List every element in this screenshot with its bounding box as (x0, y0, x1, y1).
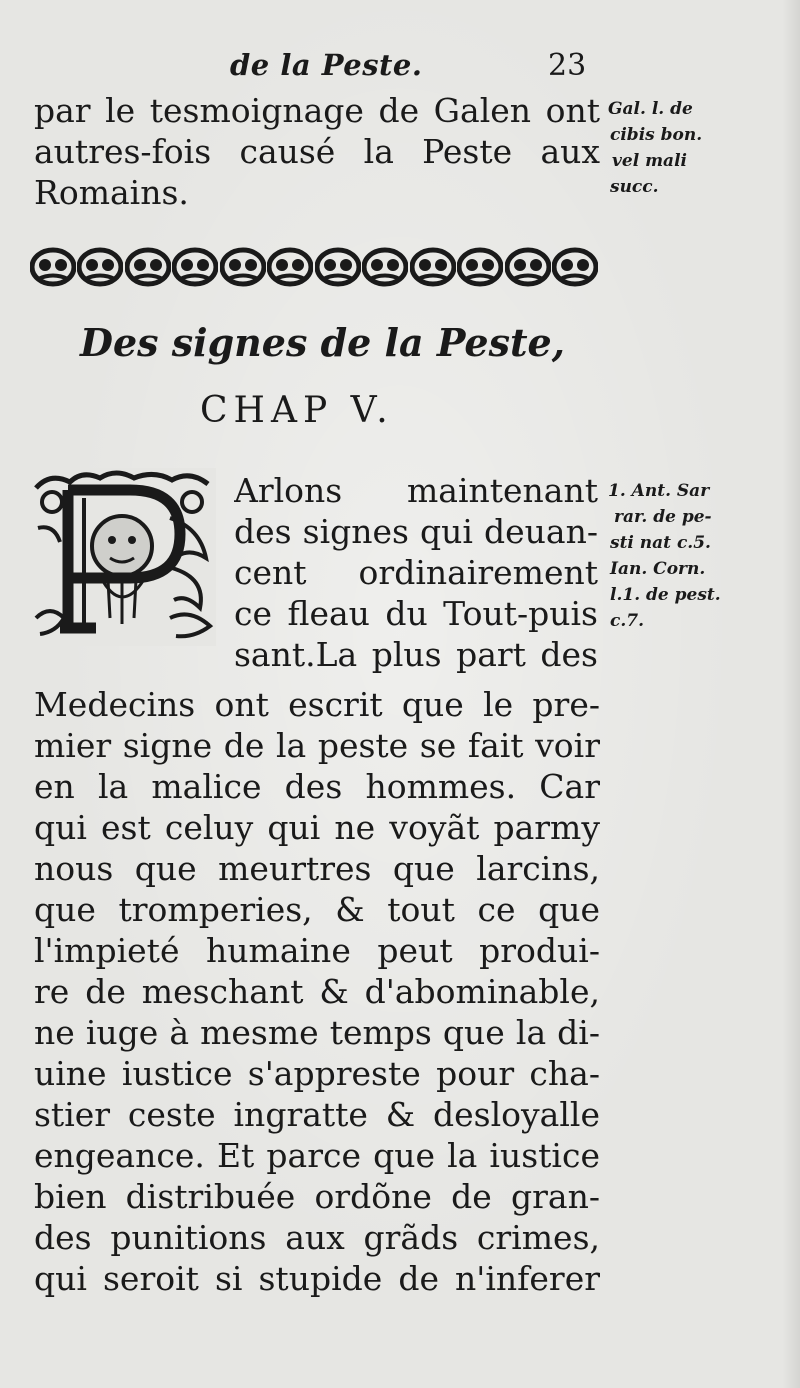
text-line: autres-fois causé la Peste aux (34, 132, 600, 171)
fleuron-icon (267, 246, 313, 288)
indented-paragraph (234, 470, 598, 675)
fleuron-icon (410, 246, 456, 288)
margin-note-line: vel mali (612, 151, 687, 171)
fleuron-icon (77, 246, 123, 288)
margin-note-line: succ. (610, 177, 659, 197)
text-line: Romains. (34, 173, 189, 212)
decorated-initial-p (30, 468, 216, 646)
text-line: mier signe de la peste se fait voir (34, 726, 600, 765)
text-line: Arlons maintenant (234, 471, 598, 510)
text-line: stier ceste ingratte & desloyalle (34, 1095, 600, 1134)
text-line: Medecins ont escrit que le pre- (34, 685, 600, 724)
text-line: ce fleau du Tout-puis (234, 594, 598, 633)
fleuron-icon (552, 246, 598, 288)
page-edge-shadow (782, 0, 800, 1388)
margin-note-sarrar (608, 478, 721, 634)
continuation-text (34, 90, 600, 213)
text-line: uine iustice s'appreste pour cha- (34, 1054, 600, 1093)
text-line: des punitions aux grãds crimes, (34, 1218, 600, 1257)
margin-note-line: 1. Ant. Sar (608, 481, 710, 501)
fleuron-icon (362, 246, 408, 288)
text-line: que tromperies, & tout ce que (34, 890, 600, 929)
fleuron-icon (315, 246, 361, 288)
running-head: de la Peste. (230, 48, 423, 82)
margin-note-line: cibis bon. (610, 125, 703, 145)
main-paragraph (34, 684, 600, 1299)
margin-note-line: rar. de pe- (614, 507, 712, 527)
text-line: sant.La plus part des (234, 635, 598, 674)
fleuron-icon (172, 246, 218, 288)
section-title: Des signes de la Peste, (80, 320, 565, 365)
text-line: engeance. Et parce que la iustice (34, 1136, 600, 1175)
margin-note-line: l.1. de pest. (610, 585, 721, 605)
page-number: 23 (548, 48, 587, 83)
text-line: qui est celuy qui ne voyãt parmy (34, 808, 600, 847)
chapter-heading: CHAP V. (200, 390, 394, 431)
text-line: bien distribuée ordõne de gran- (34, 1177, 600, 1216)
margin-note-line: sti nat c.5. (610, 533, 711, 553)
fleuron-icon (30, 246, 76, 288)
text-line: cent ordinairement (234, 553, 598, 592)
text-line: des signes qui deuan- (234, 512, 598, 551)
fleuron-icon (505, 246, 551, 288)
fleuron-icon (220, 246, 266, 288)
text-line: en la malice des hommes. Car (34, 767, 600, 806)
fleuron-icon (457, 246, 503, 288)
text-line: qui seroit si stupide de n'inferer (34, 1259, 600, 1298)
margin-note-line: Gal. l. de (608, 99, 693, 119)
margin-note-line: Ian. Corn. (610, 559, 706, 579)
margin-note-galen (608, 96, 702, 200)
text-line: l'impieté humaine peut produi- (34, 931, 600, 970)
margin-note-line: c.7. (610, 611, 645, 631)
ornament-band (30, 246, 598, 294)
text-line: nous que meurtres que larcins, (34, 849, 600, 888)
text-line: re de meschant & d'abominable, (34, 972, 600, 1011)
text-line: ne iuge à mesme temps que la di- (34, 1013, 600, 1052)
text-line: par le tesmoignage de Galen ont (34, 91, 600, 130)
fleuron-icon (125, 246, 171, 288)
